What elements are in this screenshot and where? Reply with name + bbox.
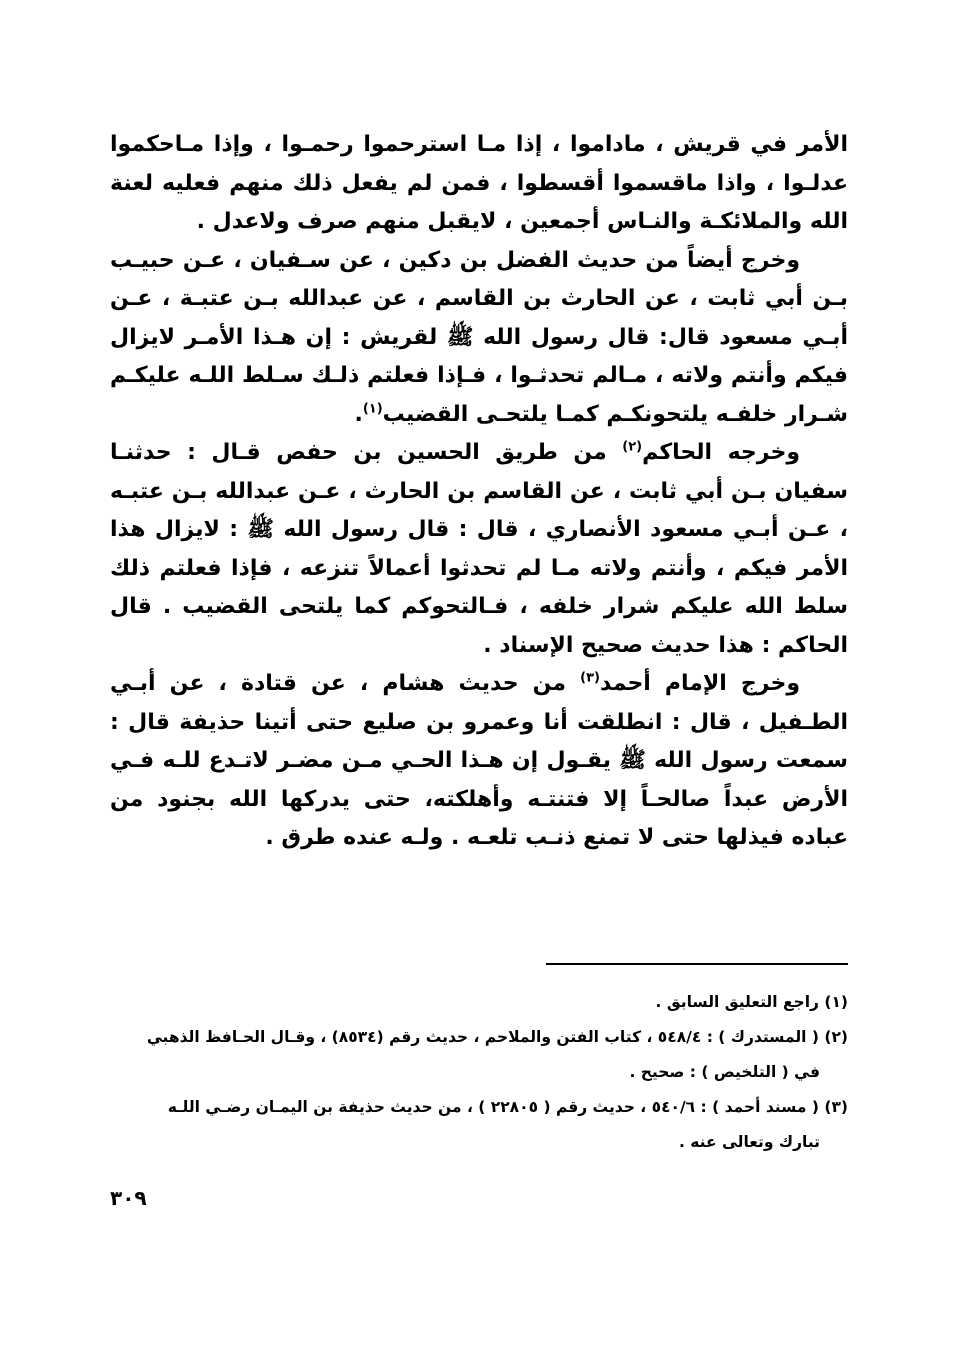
paragraph-2 bbox=[110, 242, 848, 435]
paragraph-text: وخرج أيضاً من حديث الفضل بن دكين ، عن سـفيان ، عـن حبيـب بـن أبي ثابت ، عن الحارث بن القاسم ، عن عبدالله بـن عتبـة ، عـن أبـي مسعود قال: قال رسول الله ﷺ لقريش : إن هـذا الأمـر لايزال فيكم وأنتم ولاته ، مـالم تحدثـوا ، فـإذا فعلتم ذلـك سـلط اللـه عليكـم شـرار خلفـه يلتحونكـم كمـا يلتحـى القضيب bbox=[110, 247, 848, 427]
footnote-line: (٣) ( مسند أحمد ) : ٥٤٠/٦ ، حديث رقم ( ٢٢٨٠٥ ) ، من حديث حذيفة بن اليمـان رضـي اللـه bbox=[167, 1098, 848, 1116]
footnote-3 bbox=[110, 1090, 848, 1160]
paragraph-3 bbox=[110, 434, 848, 665]
footnote-line-continued: في ( التلخيص ) : صحيح . bbox=[629, 1063, 820, 1081]
footnotes bbox=[110, 985, 848, 1160]
page-number: ٣٠٩ bbox=[110, 1186, 147, 1210]
footnote-marker-1: (١) bbox=[362, 401, 383, 417]
paragraph-lead: وخرج الإمام أحمد bbox=[599, 671, 800, 696]
paragraph-lead: وخرجه الحاكم bbox=[642, 440, 800, 465]
footnote-marker-3: (٣) bbox=[580, 670, 600, 686]
paragraph-4 bbox=[110, 665, 848, 858]
footnote-line: (٢) ( المستدرك ) : ٥٤٨/٤ ، كتاب الفتن والملاحم ، حديث رقم (٨٥٣٤) ، وقـال الحـافظ الذهبي bbox=[146, 1028, 848, 1046]
paragraph-text: من طريق الحسين بن حفص قـال : حدثنـا سفيان بـن أبي ثابت ، عن القاسم بن الحارث ، عـن عبدالله بـن عتبـه ، عـن أبـي مسعود الأنصاري ، قال : قال رسول الله ﷺ : لايزال هذا الأمر فيكم ، وأنتم ولاته مـا لم تحدثوا أعمالاً تنزعه ، فإذا فعلتم ذلك سلط الله عليكم شرار خلفه ، فـالتحوكم كما يلتحى القضيب . قال الحاكم : هذا حديث صحيح الإسناد . bbox=[110, 440, 848, 658]
footnote-separator bbox=[546, 963, 848, 965]
footnote-line: (١) راجع التعليق السابق . bbox=[655, 993, 848, 1011]
paragraph-text: الأمر في قريش ، ماداموا ، إذا مـا استرحموا رحمـوا ، وإذا مـاحكموا عدلـوا ، واذا ماقسموا أقسطوا ، فمن لم يفعل ذلك منهم فعليه لعنة الله والملائكـة والنـاس أجمعين ، لايقبل منهم صرف ولاعدل . bbox=[110, 132, 848, 234]
paragraph-1 bbox=[110, 126, 848, 242]
main-text bbox=[110, 126, 848, 858]
footnote-2 bbox=[110, 1020, 848, 1090]
footnote-1 bbox=[110, 985, 848, 1020]
footnote-marker-2: (٢) bbox=[622, 439, 643, 455]
paragraph-text: من حديث هشام ، عن قتادة ، عن أبـي الطـفيل ، قال : انطلقت أنا وعمرو بن صليع حتى أتينا حذيفة قال : سمعت رسول الله ﷺ يقـول إن هـذا الحـي مـن مضـر لاتـدع للـه فـي الأرض عبداً صالحـاً إلا فتنتـه وأهلكته، حتى يدركها الله بجنود من عباده فيذلها حتى لا تمنع ذنـب تلعـه . ولـه عنده طرق . bbox=[110, 671, 848, 850]
footnote-line-continued: تبارك وتعالى عنه . bbox=[678, 1133, 820, 1151]
paragraph-end: . bbox=[354, 401, 363, 427]
